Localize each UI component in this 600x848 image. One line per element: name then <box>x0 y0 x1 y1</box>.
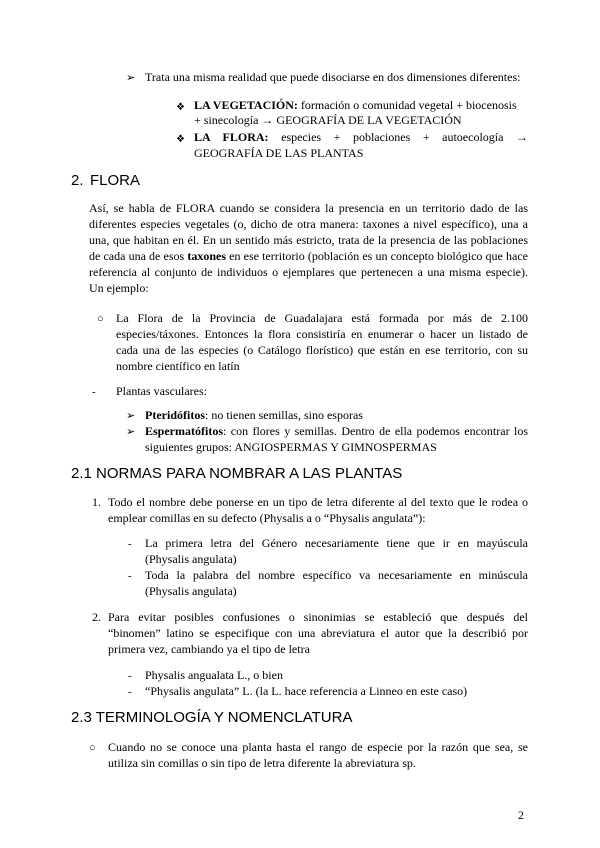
section-2-para-line: una, que habitan en él. En un sentido más estricto, trata de la presencia de las poblaciones <box>89 233 528 247</box>
circle-bullet-icon: ○ <box>89 742 96 754</box>
section-2-title: FLORA <box>90 172 141 189</box>
rule-1-sub-line: La primera letra del Género necesariamente tiene que ir en mayúscula <box>145 536 528 550</box>
rule-2-line: primera vez, cambiando ya el tipo de letra <box>108 642 310 656</box>
rule-2-line: Para evitar posibles confusiones o sinonimias se estableció que después del <box>108 610 528 624</box>
vascular-plants-label: Plantas vasculares: <box>116 384 207 398</box>
section-2-para-line: Un ejemplo: <box>89 281 149 295</box>
arrow-bullet-icon: ➢ <box>126 72 136 84</box>
rule-1-sub-line: (Physalis angulata) <box>145 552 237 566</box>
example-line: cada una de las especies (o Catálogo florístico) que están en ese territorio, con su <box>116 343 528 357</box>
section-2-3-line: Cuando no se conoce una planta hasta el rango de especie por la razón que sea, se <box>108 740 528 754</box>
section-2-para-line: diferentes especies vegetales (o, dicho de otra manera: taxones a nivel específico), una a <box>89 217 528 231</box>
arrow-bullet-icon: ➢ <box>126 410 136 422</box>
espermatofitos-line2: siguientes grupos: ANGIOSPERMAS Y GIMNOSPERMAS <box>145 440 437 454</box>
example-line: La Flora de la Provincia de Guadalajara está formada por más de 2.100 <box>116 311 528 325</box>
dash-bullet-icon: - <box>128 670 132 682</box>
section-2-1-title: 2.1 NORMAS PARA NOMBRAR A LAS PLANTAS <box>71 465 403 482</box>
dash-bullet-icon: - <box>128 570 132 582</box>
section-2-3-title: 2.3 TERMINOLOGÍA Y NOMENCLATURA <box>71 709 353 726</box>
example-line: especies/táxones. Entonces la flora consistiría en enumerar o hacer un listado de <box>116 327 528 341</box>
rule-2-sub-line: Physalis angualata L., o bien <box>145 668 283 682</box>
section-2-number: 2. <box>71 172 84 189</box>
dash-bullet-icon: - <box>92 386 96 398</box>
rule-1-sub-line: (Physalis angulata) <box>145 584 237 598</box>
section-2-para-line: Así, se habla de FLORA cuando se considera la presencia en un territorio dado de las <box>89 201 528 215</box>
dimension-flora-line2: GEOGRAFÍA DE LAS PLANTAS <box>194 146 364 160</box>
dash-bullet-icon: - <box>128 538 132 550</box>
top-point-text: Trata una misma realidad que puede disociarse en dos dimensiones diferentes: <box>145 70 521 84</box>
list-number: 2. <box>92 610 101 624</box>
pteridofitos-line: Pteridófitos: no tienen semillas, sino esporas <box>145 408 363 422</box>
arrow-bullet-icon: ➢ <box>126 426 136 438</box>
rule-1-line: emplear comillas en su defecto (Physalis a o “Physalis angulata”): <box>108 511 426 525</box>
diamond-bullet-icon: ❖ <box>176 134 185 145</box>
page-number: 2 <box>518 808 524 822</box>
dimension-flora-line1: LA FLORA: especies + poblaciones + autoecología → <box>194 130 528 144</box>
rule-2-line: “binomen” latino se especifique con una abreviatura el autor que la describió por <box>108 626 528 640</box>
rule-1-sub-line: Toda la palabra del nombre específico va necesariamente en minúscula <box>145 568 528 582</box>
espermatofitos-line1: Espermatófitos: con flores y semillas. Dentro de ella podemos encontrar los <box>145 424 528 438</box>
example-line: nombre científico en latín <box>116 359 240 373</box>
dimension-vegetacion-line2: + sinecología → GEOGRAFÍA DE LA VEGETACIÓN <box>194 113 462 127</box>
rule-1-line: Todo el nombre debe ponerse en un tipo de letra diferente al del texto que le rodea o <box>108 495 528 509</box>
section-2-para-line: referencia al conjunto de individuos o ejemplares que pertenecen a una misma especie). <box>89 265 528 279</box>
section-2-para-line: de cada una de esos taxones en ese territorio (población es un concepto biológico que hace <box>89 249 528 263</box>
dash-bullet-icon: - <box>128 686 132 698</box>
rule-2-sub-line: “Physalis angulata” L. (la L. hace referencia a Linneo en este caso) <box>145 684 468 698</box>
diamond-bullet-icon: ❖ <box>176 102 185 113</box>
section-2-3-line: utiliza sin comillas o sin tipo de letra diferente la abreviatura sp. <box>108 756 416 770</box>
circle-bullet-icon: ○ <box>97 313 104 325</box>
list-number: 1. <box>92 495 101 509</box>
dimension-vegetacion-line1: LA VEGETACIÓN: formación o comunidad vegetal + biocenosis <box>194 98 517 112</box>
